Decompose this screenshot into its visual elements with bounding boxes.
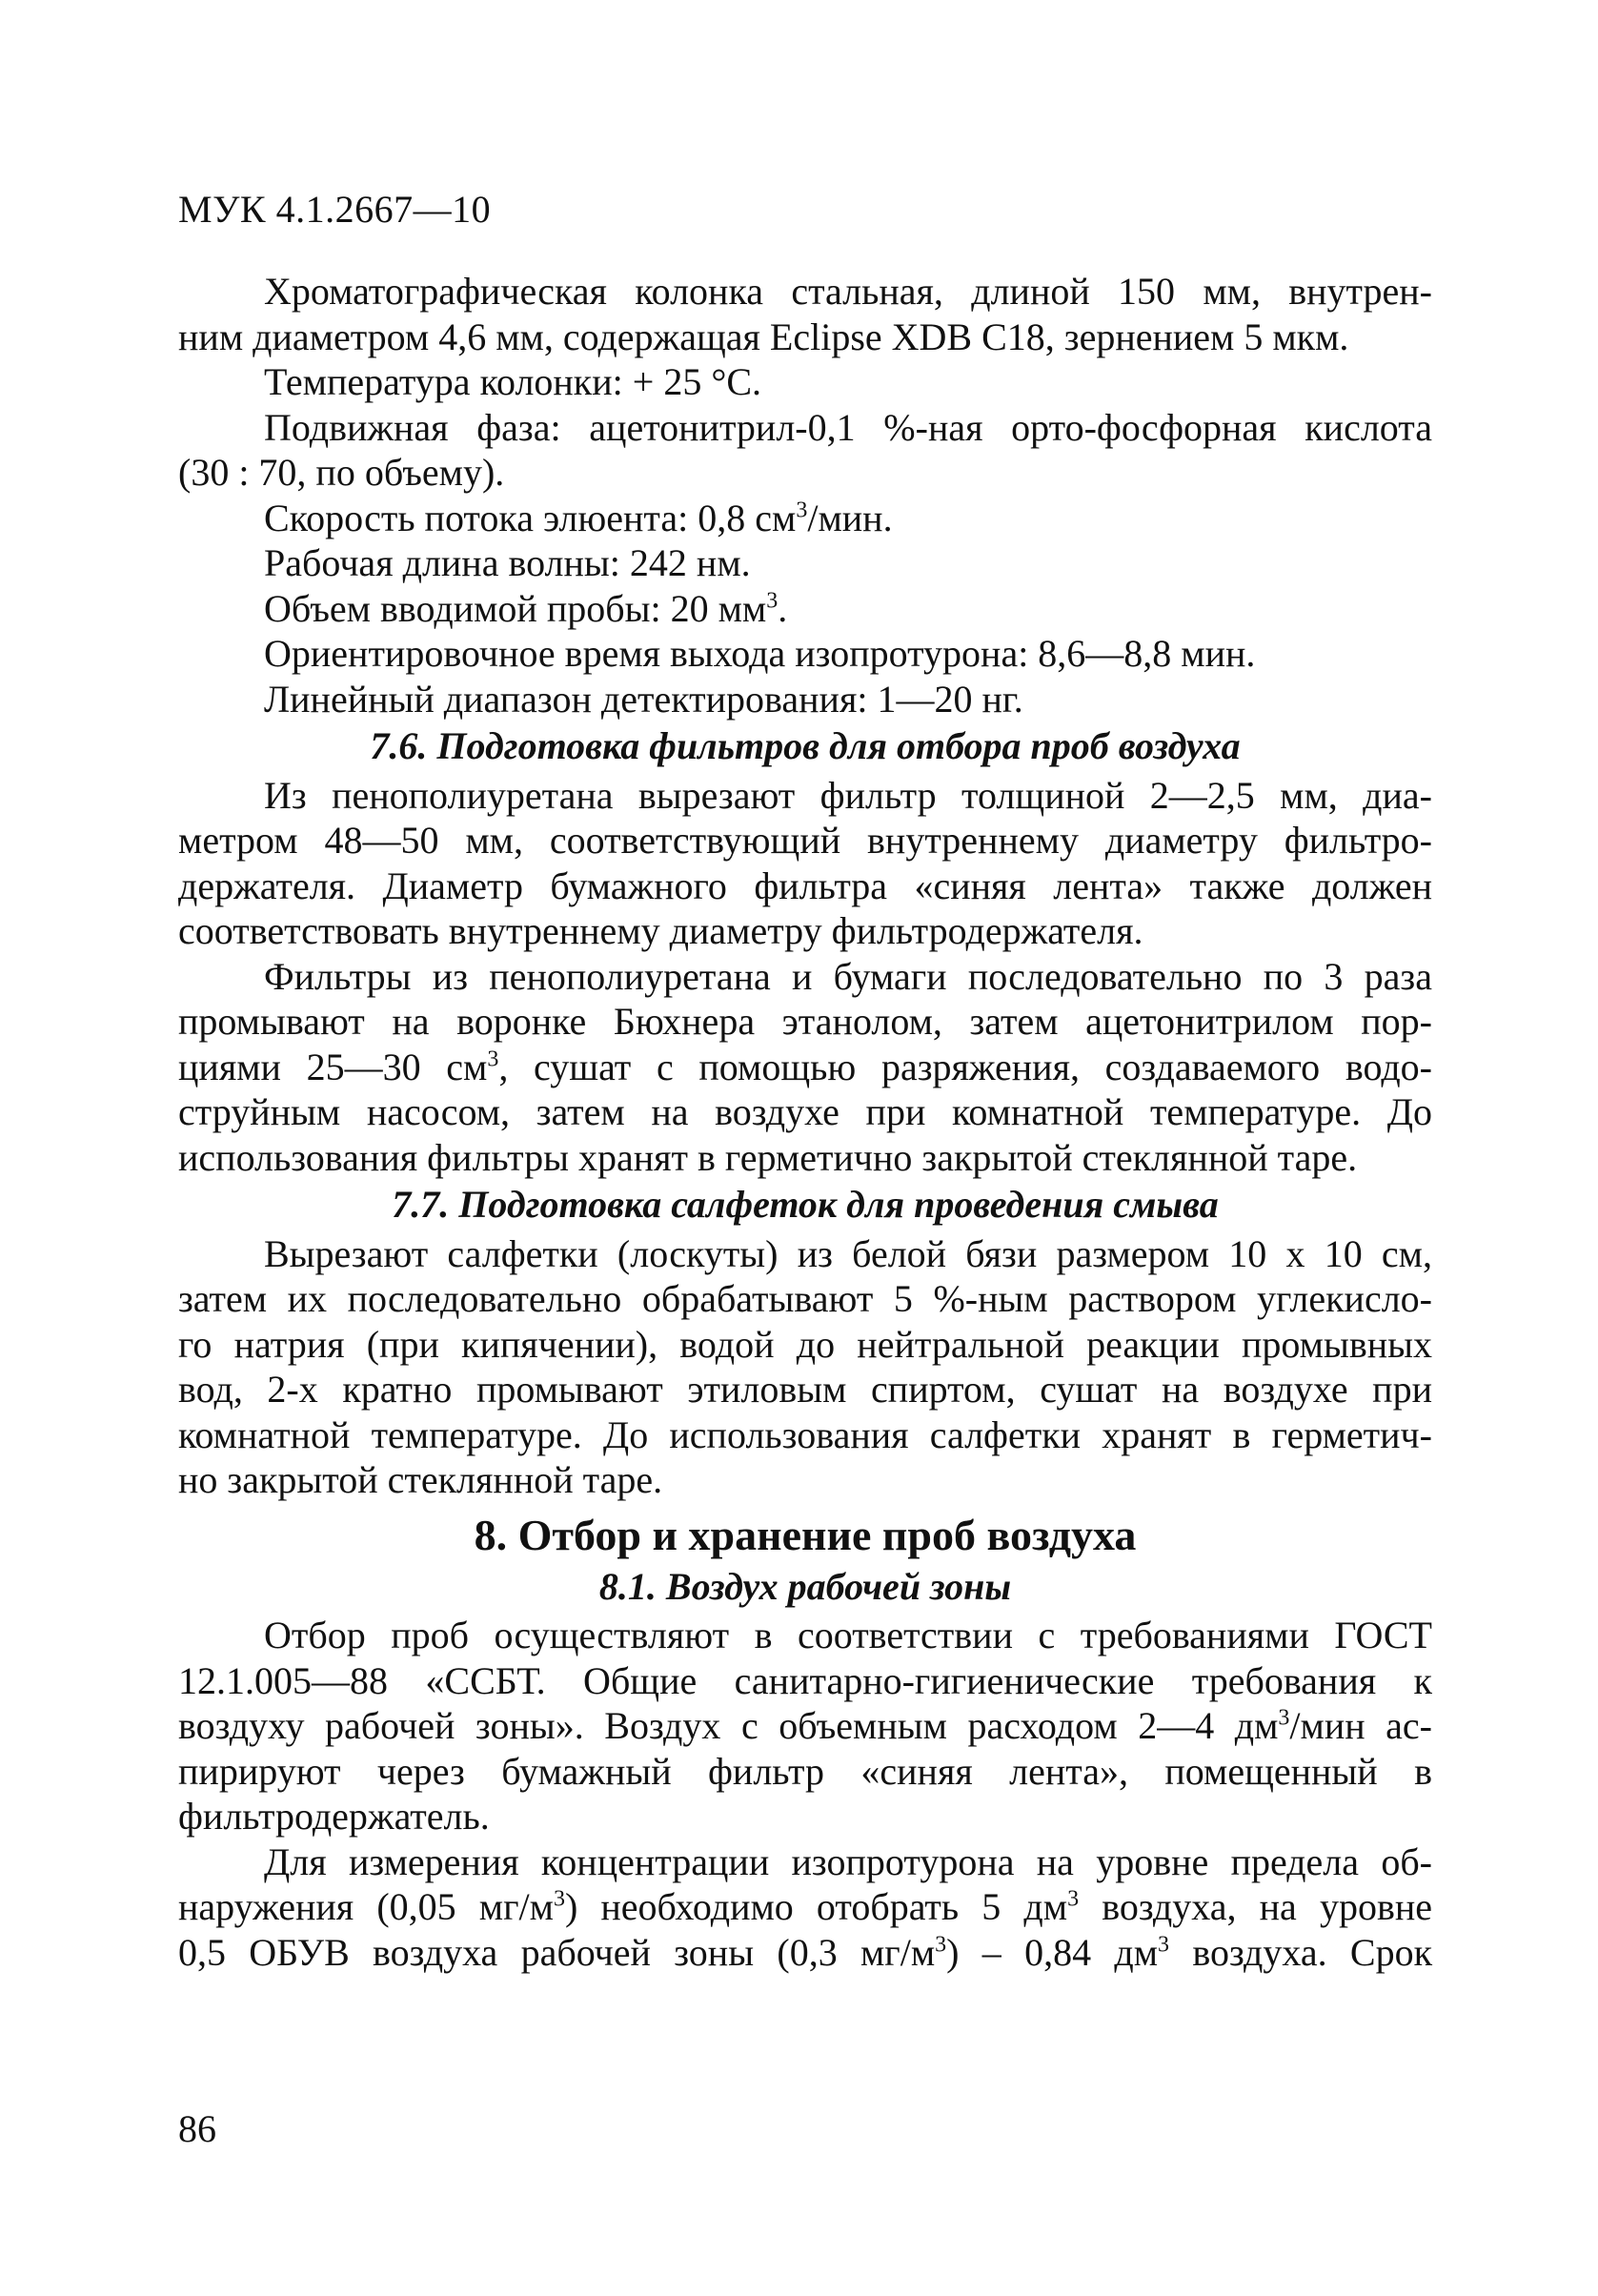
text-line: промывают на воронке Бюхнера этанолом, затем ацетонитрилом пор- <box>178 1000 1432 1043</box>
text-line: метром 48—50 мм, соответствующий внутреннему диаметру фильтро- <box>178 819 1432 862</box>
text-line: соответствовать внутреннему диаметру фильтродержателя. <box>178 909 1143 952</box>
text-line: струйным насосом, затем на воздухе при комнатной температуре. До <box>178 1090 1432 1133</box>
text-line <box>178 1884 1432 1930</box>
text: /мин. <box>807 496 893 539</box>
text-line <box>178 1045 1432 1090</box>
text-line <box>178 1703 1432 1749</box>
superscript: 3 <box>1067 1886 1080 1912</box>
text: воздуха. Срок <box>1169 1930 1433 1974</box>
text: , сушат с помощью разряжения, создаваемого водо- <box>498 1045 1432 1088</box>
mobile-phase <box>178 405 1432 496</box>
text: наружения (0,05 мг/м <box>178 1885 554 1928</box>
section-7-7-heading: 7.7. Подготовка салфеток для проведения смыва <box>392 1183 1219 1226</box>
text-line: Для измерения концентрации изопротурона на уровне предела об- <box>264 1839 1432 1883</box>
section-7-6-heading: 7.6. Подготовка фильтров для отбора проб воздуха <box>370 724 1241 767</box>
text: /мин ас- <box>1289 1704 1432 1747</box>
text: Скорость потока элюента: 0,8 см <box>264 496 797 539</box>
text: Объем вводимой пробы: 20 мм <box>264 586 767 630</box>
text-line: Фильтры из пенополиуретана и бумаги последовательно по 3 раза <box>264 954 1432 998</box>
text-line: комнатной температуре. До использования салфетки хранят в герметич- <box>178 1412 1432 1456</box>
text: ) необходимо отобрать 5 дм <box>564 1885 1068 1928</box>
text-line: затем их последовательно обрабатывают 5 %-ным раствором углекисло- <box>178 1277 1432 1320</box>
section-7-6-paragraph-1 <box>178 773 1432 954</box>
text-line: (30 : 70, по объему). <box>178 451 505 494</box>
superscript: 3 <box>766 588 779 614</box>
text-line: пирируют через бумажный фильтр «синяя лента», помещенный в <box>178 1749 1432 1793</box>
text-line: Отбор проб осуществляют в соответствии с требованиями ГОСТ <box>264 1614 1432 1656</box>
text: 0,5 ОБУВ воздуха рабочей зоны (0,3 мг/м <box>178 1930 936 1974</box>
retention-time: Ориентировочное время выхода изопротурона: 8,6—8,8 мин. <box>264 632 1256 675</box>
superscript: 3 <box>935 1932 947 1958</box>
section-8-1-paragraph-1 <box>178 1613 1432 1839</box>
superscript: 3 <box>1158 1932 1170 1958</box>
page-body <box>178 269 1432 1975</box>
wavelength: Рабочая длина волны: 242 нм. <box>264 541 751 584</box>
column-paragraph <box>178 269 1432 359</box>
text-line: держателя. Диаметр бумажного фильтра «синяя лента» также должен <box>178 864 1432 907</box>
text-line: ним диаметром 4,6 мм, содержащая Eclipse XDB C18, зернением 5 мкм. <box>178 315 1349 358</box>
superscript: 3 <box>487 1046 499 1072</box>
text-line: но закрытой стеклянной таре. <box>178 1458 663 1501</box>
text: воздуха, на уровне <box>1079 1885 1432 1928</box>
section-8-1-paragraph-2 <box>178 1839 1432 1976</box>
text-line: Вырезают салфетки (лоскуты) из белой бязи размером 10 х 10 см, <box>264 1231 1432 1275</box>
section-8-heading: 8. Отбор и хранение проб воздуха <box>474 1510 1137 1559</box>
text-line: Из пенополиуретана вырезают фильтр толщиной 2—2,5 мм, диа- <box>264 773 1432 817</box>
column-temperature: Температура колонки: + 25 °С. <box>264 360 761 403</box>
section-7-7-paragraph <box>178 1231 1432 1503</box>
injection-volume <box>178 586 1432 632</box>
section-8-1-heading: 8.1. Воздух рабочей зоны <box>598 1564 1012 1608</box>
text-line: Хроматографическая колонка стальная, длиной 150 мм, внутрен- <box>264 270 1432 313</box>
running-header: МУК 4.1.2667—10 <box>178 188 492 231</box>
text-line: го натрия (при кипячении), водой до нейтральной реакции промывных <box>178 1322 1432 1366</box>
section-7-6-paragraph-2 <box>178 954 1432 1181</box>
text: ) – 0,84 дм <box>946 1930 1159 1974</box>
flow-rate <box>178 496 1432 541</box>
text: . <box>778 586 788 630</box>
text: циями 25—30 см <box>178 1045 488 1088</box>
superscript: 3 <box>796 498 808 523</box>
text-line <box>178 1930 1432 1976</box>
superscript: 3 <box>553 1886 565 1912</box>
superscript: 3 <box>1278 1705 1290 1731</box>
linear-range: Линейный диапазон детектирования: 1—20 нг. <box>264 677 1023 721</box>
text-line: фильтродержатель. <box>178 1795 490 1838</box>
text-line: 12.1.005—88 «ССБТ. Общие санитарно-гигиенические требования к <box>178 1658 1432 1702</box>
page-number: 86 <box>178 2107 216 2150</box>
text: воздуху рабочей зоны». Воздух с объемным расходом 2—4 дм <box>178 1704 1279 1747</box>
text-line: Подвижная фаза: ацетонитрил-0,1 %-ная орто-фосфорная кислота <box>264 405 1432 449</box>
text-line: использования фильтры хранят в герметично закрытой стеклянной таре. <box>178 1135 1358 1179</box>
text-line: вод, 2-х кратно промывают этиловым спиртом, сушат на воздухе при <box>178 1368 1432 1411</box>
